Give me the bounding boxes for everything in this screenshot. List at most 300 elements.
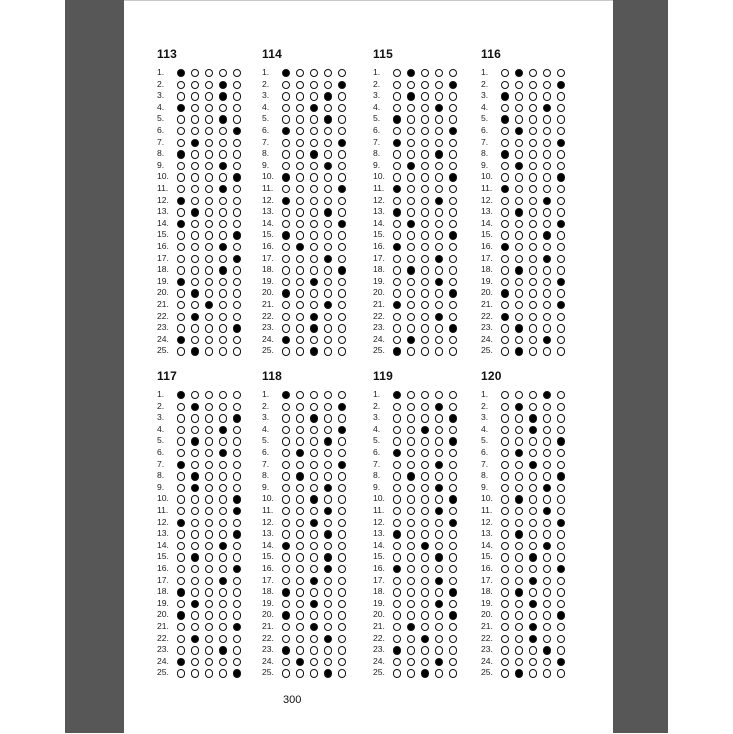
empty-answer-bubble xyxy=(529,255,537,263)
question-number: 17. xyxy=(157,252,169,263)
empty-answer-bubble xyxy=(233,646,241,654)
question-number: 19. xyxy=(481,275,493,286)
empty-answer-bubble xyxy=(529,403,537,411)
question-number: 9. xyxy=(262,159,270,170)
empty-answer-bubble xyxy=(543,553,551,561)
empty-answer-bubble xyxy=(282,472,290,480)
empty-answer-bubble xyxy=(421,104,429,112)
answer-row xyxy=(373,229,478,241)
question-number: 18. xyxy=(481,264,493,275)
empty-answer-bubble xyxy=(233,347,241,355)
answer-row xyxy=(262,264,367,276)
empty-answer-bubble xyxy=(310,611,318,619)
empty-answer-bubble xyxy=(324,220,332,228)
empty-answer-bubble xyxy=(501,324,509,332)
empty-answer-bubble xyxy=(515,519,523,527)
empty-answer-bubble xyxy=(543,162,551,170)
empty-answer-bubble xyxy=(338,347,346,355)
empty-answer-bubble xyxy=(310,243,318,251)
filled-answer-bubble xyxy=(449,127,457,135)
empty-answer-bubble xyxy=(407,81,415,89)
empty-answer-bubble xyxy=(296,301,304,309)
empty-answer-bubble xyxy=(310,507,318,515)
empty-answer-bubble xyxy=(205,266,213,274)
empty-answer-bubble xyxy=(515,461,523,469)
question-number: 6. xyxy=(262,125,270,135)
filled-answer-bubble xyxy=(557,611,565,619)
answer-row xyxy=(481,505,586,517)
empty-answer-bubble xyxy=(282,150,290,158)
empty-answer-bubble xyxy=(421,208,429,216)
empty-answer-bubble xyxy=(324,519,332,527)
empty-answer-bubble xyxy=(219,611,227,619)
answer-row xyxy=(157,389,262,401)
empty-answer-bubble xyxy=(543,623,551,631)
empty-answer-bubble xyxy=(310,81,318,89)
empty-answer-bubble xyxy=(501,530,509,538)
question-number: 7. xyxy=(157,458,165,469)
filled-answer-bubble xyxy=(177,588,185,596)
answer-row xyxy=(481,160,586,172)
empty-answer-bubble xyxy=(205,162,213,170)
empty-answer-bubble xyxy=(421,220,429,228)
question-number: 4. xyxy=(157,101,165,112)
answer-row xyxy=(157,241,262,253)
empty-answer-bubble xyxy=(296,347,304,355)
answer-row xyxy=(157,137,262,149)
answer-row xyxy=(373,598,478,610)
answer-row xyxy=(157,470,262,482)
answer-row xyxy=(373,551,478,563)
empty-answer-bubble xyxy=(501,461,509,469)
answer-row xyxy=(157,575,262,587)
answer-row xyxy=(373,621,478,633)
empty-answer-bubble xyxy=(501,449,509,457)
filled-answer-bubble xyxy=(515,266,523,274)
empty-answer-bubble xyxy=(205,669,213,677)
empty-answer-bubble xyxy=(529,266,537,274)
filled-answer-bubble xyxy=(393,565,401,573)
empty-answer-bubble xyxy=(191,336,199,344)
empty-answer-bubble xyxy=(205,92,213,100)
empty-answer-bubble xyxy=(393,426,401,434)
question-number: 21. xyxy=(157,621,169,631)
filled-answer-bubble xyxy=(543,391,551,399)
filled-answer-bubble xyxy=(515,127,523,135)
filled-answer-bubble xyxy=(296,449,304,457)
empty-answer-bubble xyxy=(177,565,185,573)
question-number: 11. xyxy=(373,505,385,515)
empty-answer-bubble xyxy=(296,231,304,239)
empty-answer-bubble xyxy=(233,658,241,666)
empty-answer-bubble xyxy=(407,611,415,619)
empty-answer-bubble xyxy=(515,472,523,480)
empty-answer-bubble xyxy=(233,542,241,550)
empty-answer-bubble xyxy=(501,104,509,112)
empty-answer-bubble xyxy=(177,414,185,422)
answer-row xyxy=(262,389,367,401)
empty-answer-bubble xyxy=(501,437,509,445)
filled-answer-bubble xyxy=(219,162,227,170)
question-number: 22. xyxy=(481,632,493,643)
empty-answer-bubble xyxy=(449,426,457,434)
empty-answer-bubble xyxy=(515,92,523,100)
empty-answer-bubble xyxy=(296,403,304,411)
empty-answer-bubble xyxy=(219,484,227,492)
filled-answer-bubble xyxy=(557,220,565,228)
empty-answer-bubble xyxy=(338,623,346,631)
empty-answer-bubble xyxy=(557,553,565,561)
empty-answer-bubble xyxy=(177,600,185,608)
empty-answer-bubble xyxy=(421,139,429,147)
filled-answer-bubble xyxy=(233,669,241,677)
answer-row xyxy=(481,482,586,494)
empty-answer-bubble xyxy=(515,553,523,561)
empty-answer-bubble xyxy=(529,162,537,170)
empty-answer-bubble xyxy=(529,81,537,89)
empty-answer-bubble xyxy=(205,231,213,239)
question-number: 15. xyxy=(481,551,493,562)
filled-answer-bubble xyxy=(501,313,509,321)
empty-answer-bubble xyxy=(310,658,318,666)
empty-answer-bubble xyxy=(529,449,537,457)
answer-row xyxy=(481,412,586,424)
empty-answer-bubble xyxy=(191,542,199,550)
filled-answer-bubble xyxy=(449,173,457,181)
empty-answer-bubble xyxy=(529,437,537,445)
empty-answer-bubble xyxy=(205,600,213,608)
empty-answer-bubble xyxy=(407,301,415,309)
empty-answer-bubble xyxy=(501,336,509,344)
filled-answer-bubble xyxy=(393,449,401,457)
empty-answer-bubble xyxy=(449,139,457,147)
empty-answer-bubble xyxy=(177,449,185,457)
empty-answer-bubble xyxy=(407,289,415,297)
empty-answer-bubble xyxy=(233,577,241,585)
question-number: 19. xyxy=(262,597,274,608)
filled-answer-bubble xyxy=(421,669,429,677)
answer-row xyxy=(262,253,367,265)
filled-answer-bubble xyxy=(191,347,199,355)
empty-answer-bubble xyxy=(296,104,304,112)
empty-answer-bubble xyxy=(449,484,457,492)
question-number: 1. xyxy=(157,389,165,399)
empty-answer-bubble xyxy=(543,173,551,181)
empty-answer-bubble xyxy=(529,588,537,596)
empty-answer-bubble xyxy=(219,391,227,399)
empty-answer-bubble xyxy=(515,197,523,205)
empty-answer-bubble xyxy=(515,301,523,309)
empty-answer-bubble xyxy=(296,507,304,515)
empty-answer-bubble xyxy=(296,646,304,654)
empty-answer-bubble xyxy=(233,278,241,286)
filled-answer-bubble xyxy=(393,139,401,147)
answer-row xyxy=(373,609,478,621)
question-number: 25. xyxy=(373,667,385,678)
answer-row xyxy=(157,563,262,575)
filled-answer-bubble xyxy=(557,301,565,309)
filled-answer-bubble xyxy=(191,139,199,147)
empty-answer-bubble xyxy=(219,324,227,332)
filled-answer-bubble xyxy=(191,472,199,480)
question-number: 15. xyxy=(157,229,169,240)
question-number: 1. xyxy=(373,67,381,77)
answer-row xyxy=(481,633,586,645)
answer-row xyxy=(262,311,367,323)
empty-answer-bubble xyxy=(177,185,185,193)
empty-answer-bubble xyxy=(296,461,304,469)
question-number: 17. xyxy=(481,252,493,263)
filled-answer-bubble xyxy=(449,81,457,89)
empty-answer-bubble xyxy=(324,243,332,251)
empty-answer-bubble xyxy=(324,197,332,205)
empty-answer-bubble xyxy=(177,255,185,263)
empty-answer-bubble xyxy=(393,437,401,445)
empty-answer-bubble xyxy=(529,208,537,216)
empty-answer-bubble xyxy=(393,553,401,561)
empty-answer-bubble xyxy=(310,565,318,573)
empty-answer-bubble xyxy=(296,519,304,527)
empty-answer-bubble xyxy=(515,577,523,585)
empty-answer-bubble xyxy=(515,173,523,181)
question-number: 18. xyxy=(157,586,169,597)
empty-answer-bubble xyxy=(407,646,415,654)
empty-answer-bubble xyxy=(324,185,332,193)
empty-answer-bubble xyxy=(338,472,346,480)
empty-answer-bubble xyxy=(557,530,565,538)
empty-answer-bubble xyxy=(191,391,199,399)
empty-answer-bubble xyxy=(407,553,415,561)
empty-answer-bubble xyxy=(407,278,415,286)
empty-answer-bubble xyxy=(233,197,241,205)
filled-answer-bubble xyxy=(449,495,457,503)
empty-answer-bubble xyxy=(449,278,457,286)
empty-answer-bubble xyxy=(393,669,401,677)
empty-answer-bubble xyxy=(191,577,199,585)
empty-answer-bubble xyxy=(296,336,304,344)
empty-answer-bubble xyxy=(557,577,565,585)
empty-answer-bubble xyxy=(543,243,551,251)
empty-answer-bubble xyxy=(421,577,429,585)
empty-answer-bubble xyxy=(449,391,457,399)
answer-block xyxy=(373,369,478,689)
empty-answer-bubble xyxy=(282,437,290,445)
answer-row xyxy=(481,459,586,471)
empty-answer-bubble xyxy=(282,347,290,355)
empty-answer-bubble xyxy=(324,173,332,181)
filled-answer-bubble xyxy=(324,553,332,561)
answer-block xyxy=(262,47,367,367)
empty-answer-bubble xyxy=(282,484,290,492)
question-number: 22. xyxy=(481,310,493,321)
filled-answer-bubble xyxy=(449,588,457,596)
empty-answer-bubble xyxy=(435,69,443,77)
empty-answer-bubble xyxy=(177,81,185,89)
answer-row xyxy=(481,79,586,91)
empty-answer-bubble xyxy=(282,301,290,309)
empty-answer-bubble xyxy=(557,600,565,608)
empty-answer-bubble xyxy=(501,611,509,619)
empty-answer-bubble xyxy=(407,449,415,457)
filled-answer-bubble xyxy=(557,173,565,181)
question-number: 18. xyxy=(481,586,493,597)
question-number: 18. xyxy=(373,586,385,597)
answer-block-title: 113 xyxy=(157,47,177,61)
empty-answer-bubble xyxy=(407,669,415,677)
empty-answer-bubble xyxy=(324,646,332,654)
empty-answer-bubble xyxy=(515,623,523,631)
empty-answer-bubble xyxy=(435,162,443,170)
empty-answer-bubble xyxy=(191,185,199,193)
answer-row xyxy=(262,241,367,253)
empty-answer-bubble xyxy=(233,403,241,411)
answer-row xyxy=(262,424,367,436)
empty-answer-bubble xyxy=(233,150,241,158)
empty-answer-bubble xyxy=(449,150,457,158)
question-number: 24. xyxy=(157,333,169,344)
empty-answer-bubble xyxy=(338,449,346,457)
empty-answer-bubble xyxy=(421,313,429,321)
empty-answer-bubble xyxy=(435,139,443,147)
empty-answer-bubble xyxy=(421,336,429,344)
answer-row xyxy=(157,609,262,621)
question-number: 17. xyxy=(262,252,274,263)
empty-answer-bubble xyxy=(233,635,241,643)
empty-answer-bubble xyxy=(421,197,429,205)
empty-answer-bubble xyxy=(407,231,415,239)
empty-answer-bubble xyxy=(310,553,318,561)
empty-answer-bubble xyxy=(543,220,551,228)
empty-answer-bubble xyxy=(338,553,346,561)
filled-answer-bubble xyxy=(191,403,199,411)
empty-answer-bubble xyxy=(421,553,429,561)
answer-row xyxy=(157,517,262,529)
empty-answer-bubble xyxy=(407,173,415,181)
empty-answer-bubble xyxy=(205,519,213,527)
empty-answer-bubble xyxy=(205,553,213,561)
empty-answer-bubble xyxy=(282,139,290,147)
question-number: 16. xyxy=(262,241,274,251)
empty-answer-bubble xyxy=(282,426,290,434)
filled-answer-bubble xyxy=(310,577,318,585)
filled-answer-bubble xyxy=(543,542,551,550)
empty-answer-bubble xyxy=(191,461,199,469)
filled-answer-bubble xyxy=(282,289,290,297)
empty-answer-bubble xyxy=(205,437,213,445)
empty-answer-bubble xyxy=(282,623,290,631)
answer-row xyxy=(262,160,367,172)
question-number: 25. xyxy=(157,345,169,356)
empty-answer-bubble xyxy=(219,519,227,527)
empty-answer-bubble xyxy=(282,278,290,286)
question-number: 9. xyxy=(157,159,165,170)
empty-answer-bubble xyxy=(393,472,401,480)
filled-answer-bubble xyxy=(435,484,443,492)
empty-answer-bubble xyxy=(296,127,304,135)
filled-answer-bubble xyxy=(557,139,565,147)
empty-answer-bubble xyxy=(177,243,185,251)
empty-answer-bubble xyxy=(205,426,213,434)
empty-answer-bubble xyxy=(421,600,429,608)
empty-answer-bubble xyxy=(407,243,415,251)
question-number: 2. xyxy=(262,78,270,89)
empty-answer-bubble xyxy=(449,623,457,631)
empty-answer-bubble xyxy=(435,347,443,355)
filled-answer-bubble xyxy=(324,635,332,643)
answer-row xyxy=(373,287,478,299)
empty-answer-bubble xyxy=(219,461,227,469)
empty-answer-bubble xyxy=(310,162,318,170)
empty-answer-bubble xyxy=(177,669,185,677)
answer-row xyxy=(373,633,478,645)
empty-answer-bubble xyxy=(449,461,457,469)
empty-answer-bubble xyxy=(393,542,401,550)
empty-answer-bubble xyxy=(557,646,565,654)
empty-answer-bubble xyxy=(310,231,318,239)
empty-answer-bubble xyxy=(501,255,509,263)
empty-answer-bubble xyxy=(296,565,304,573)
question-number: 25. xyxy=(373,345,385,356)
filled-answer-bubble xyxy=(310,623,318,631)
empty-answer-bubble xyxy=(515,336,523,344)
filled-answer-bubble xyxy=(515,403,523,411)
question-number: 2. xyxy=(373,400,381,411)
question-number: 10. xyxy=(481,171,493,182)
filled-answer-bubble xyxy=(557,565,565,573)
empty-answer-bubble xyxy=(501,542,509,550)
empty-answer-bubble xyxy=(296,173,304,181)
empty-answer-bubble xyxy=(393,231,401,239)
question-number: 25. xyxy=(262,667,274,678)
empty-answer-bubble xyxy=(233,162,241,170)
empty-answer-bubble xyxy=(393,92,401,100)
empty-answer-bubble xyxy=(501,426,509,434)
question-number: 6. xyxy=(373,447,381,457)
filled-answer-bubble xyxy=(529,426,537,434)
filled-answer-bubble xyxy=(515,530,523,538)
answer-row xyxy=(481,264,586,276)
filled-answer-bubble xyxy=(557,658,565,666)
question-number: 4. xyxy=(262,101,270,112)
question-number: 12. xyxy=(481,516,493,527)
empty-answer-bubble xyxy=(205,208,213,216)
answer-row xyxy=(157,102,262,114)
empty-answer-bubble xyxy=(529,519,537,527)
filled-answer-bubble xyxy=(529,414,537,422)
answer-row xyxy=(373,183,478,195)
empty-answer-bubble xyxy=(421,623,429,631)
answer-row xyxy=(262,540,367,552)
filled-answer-bubble xyxy=(515,162,523,170)
question-number: 3. xyxy=(157,90,165,101)
empty-answer-bubble xyxy=(449,220,457,228)
empty-answer-bubble xyxy=(393,220,401,228)
answer-row xyxy=(373,67,478,79)
empty-answer-bubble xyxy=(219,600,227,608)
empty-answer-bubble xyxy=(421,150,429,158)
answer-row xyxy=(481,517,586,529)
question-number: 15. xyxy=(373,551,385,562)
empty-answer-bubble xyxy=(296,437,304,445)
empty-answer-bubble xyxy=(501,658,509,666)
filled-answer-bubble xyxy=(449,289,457,297)
empty-answer-bubble xyxy=(515,565,523,573)
document-page xyxy=(124,0,613,734)
question-number: 21. xyxy=(262,299,274,309)
empty-answer-bubble xyxy=(205,81,213,89)
answer-row xyxy=(157,113,262,125)
empty-answer-bubble xyxy=(282,553,290,561)
